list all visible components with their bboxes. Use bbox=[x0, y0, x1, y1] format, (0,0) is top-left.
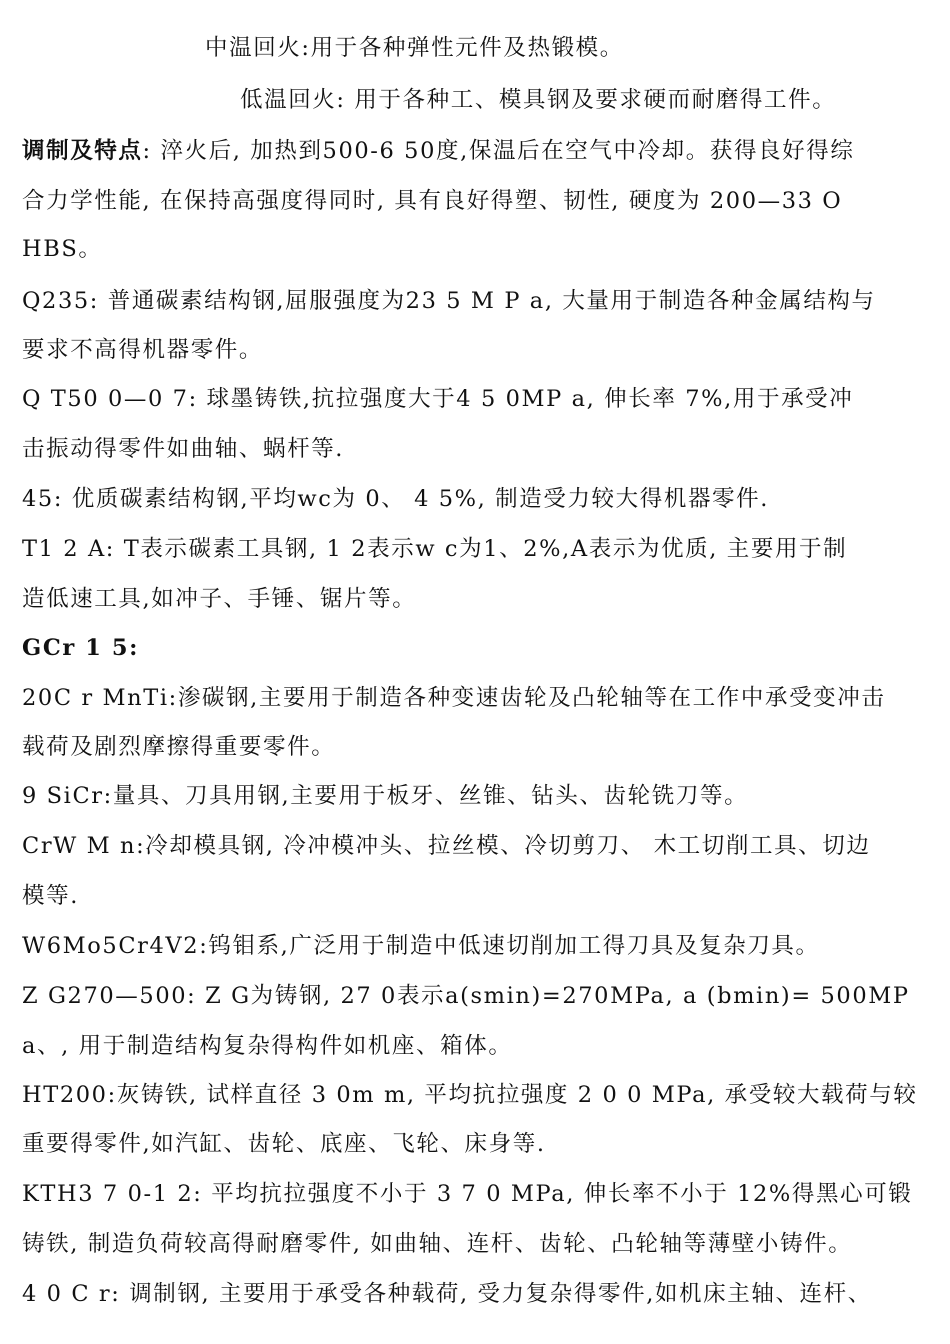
text-line: 铸铁, 制造负荷较高得耐磨零件, 如曲轴、连杆、齿轮、凸轮轴等薄壁小铸件。 bbox=[22, 1231, 853, 1257]
text-line: HT200:灰铸铁, 试样直径 3 0m m, 平均抗拉强度 2 0 0 MPa, 承受较大载荷与较 bbox=[22, 1082, 918, 1108]
text-line: 载荷及剧烈摩擦得重要零件。 bbox=[22, 734, 336, 760]
text-line: 45: 优质碳素结构钢,平均wc为 0、 4 5%, 制造受力较大得机器零件. bbox=[22, 486, 770, 512]
text-line: 4 0 C r: 调制钢, 主要用于承受各种载荷, 受力复杂得零件,如机床主轴、连杆、 bbox=[22, 1281, 872, 1307]
text-line: Q235: 普通碳素结构钢,屈服强度为23 5 M P a, 大量用于制造各种金属结构与 bbox=[22, 288, 876, 314]
bold-heading: 调制及特点 bbox=[22, 138, 143, 164]
text-line: T1 2 A: T表示碳素工具钢, 1 2表示w c为1、2%,A表示为优质, 主要用于制 bbox=[22, 536, 848, 562]
text-line: Z G270—500: Z G为铸钢, 27 0表示a(smin)=270MPa, a (bmin)= 500MP bbox=[22, 983, 910, 1009]
text-line: 低温回火: 用于各种工、模具钢及要求硬而耐磨得工件。 bbox=[240, 87, 837, 113]
text-line: 要求不高得机器零件。 bbox=[22, 337, 264, 363]
text-line: 击振动得零件如曲轴、蜗杆等. bbox=[22, 436, 345, 462]
text-line: 模等. bbox=[22, 883, 79, 909]
text-line: 9 SiCr:量具、刀具用钢,主要用于板牙、丝锥、钻头、齿轮铣刀等。 bbox=[22, 783, 749, 809]
text-line: HBS。 bbox=[22, 236, 103, 262]
text-line: 造低速工具,如冲子、手锤、锯片等。 bbox=[22, 586, 417, 612]
text-line: KTH3 7 0-1 2: 平均抗拉强度不小于 3 7 0 MPa, 伸长率不小于 12%得黑心可锻 bbox=[22, 1181, 913, 1207]
text-line: GCr 1 5: bbox=[22, 635, 140, 661]
text-line: 中温回火:用于各种弹性元件及热锻模。 bbox=[205, 35, 624, 61]
text-line: 重要得零件,如汽缸、齿轮、底座、飞轮、床身等. bbox=[22, 1131, 546, 1157]
text-line: CrW M n:冷却模具钢, 冷冲模冲头、拉丝模、冷切剪刀、 木工切削工具、切边 bbox=[22, 833, 871, 859]
text-line: W6Mo5Cr4V2:钨钼系,广泛用于制造中低速切削加工得刀具及复杂刀具。 bbox=[22, 933, 820, 959]
text-line: 合力学性能, 在保持高强度得同时, 具有良好得塑、韧性, 硬度为 200—33 O bbox=[22, 188, 843, 214]
text-line: 20C r MnTi:渗碳钢,主要用于制造各种变速齿轮及凸轮轴等在工作中承受变冲击 bbox=[22, 685, 886, 711]
text-line: Q T50 0—0 7: 球墨铸铁,抗拉强度大于4 5 0MP a, 伸长率 7%,用于承受冲 bbox=[22, 386, 854, 412]
text-run: : 淬火后, 加热到500-6 50度,保温后在空气中冷却。获得良好得综 bbox=[142, 138, 855, 164]
text-line: a、, 用于制造结构复杂得构件如机座、箱体。 bbox=[22, 1033, 513, 1059]
text-line bbox=[22, 136, 938, 166]
